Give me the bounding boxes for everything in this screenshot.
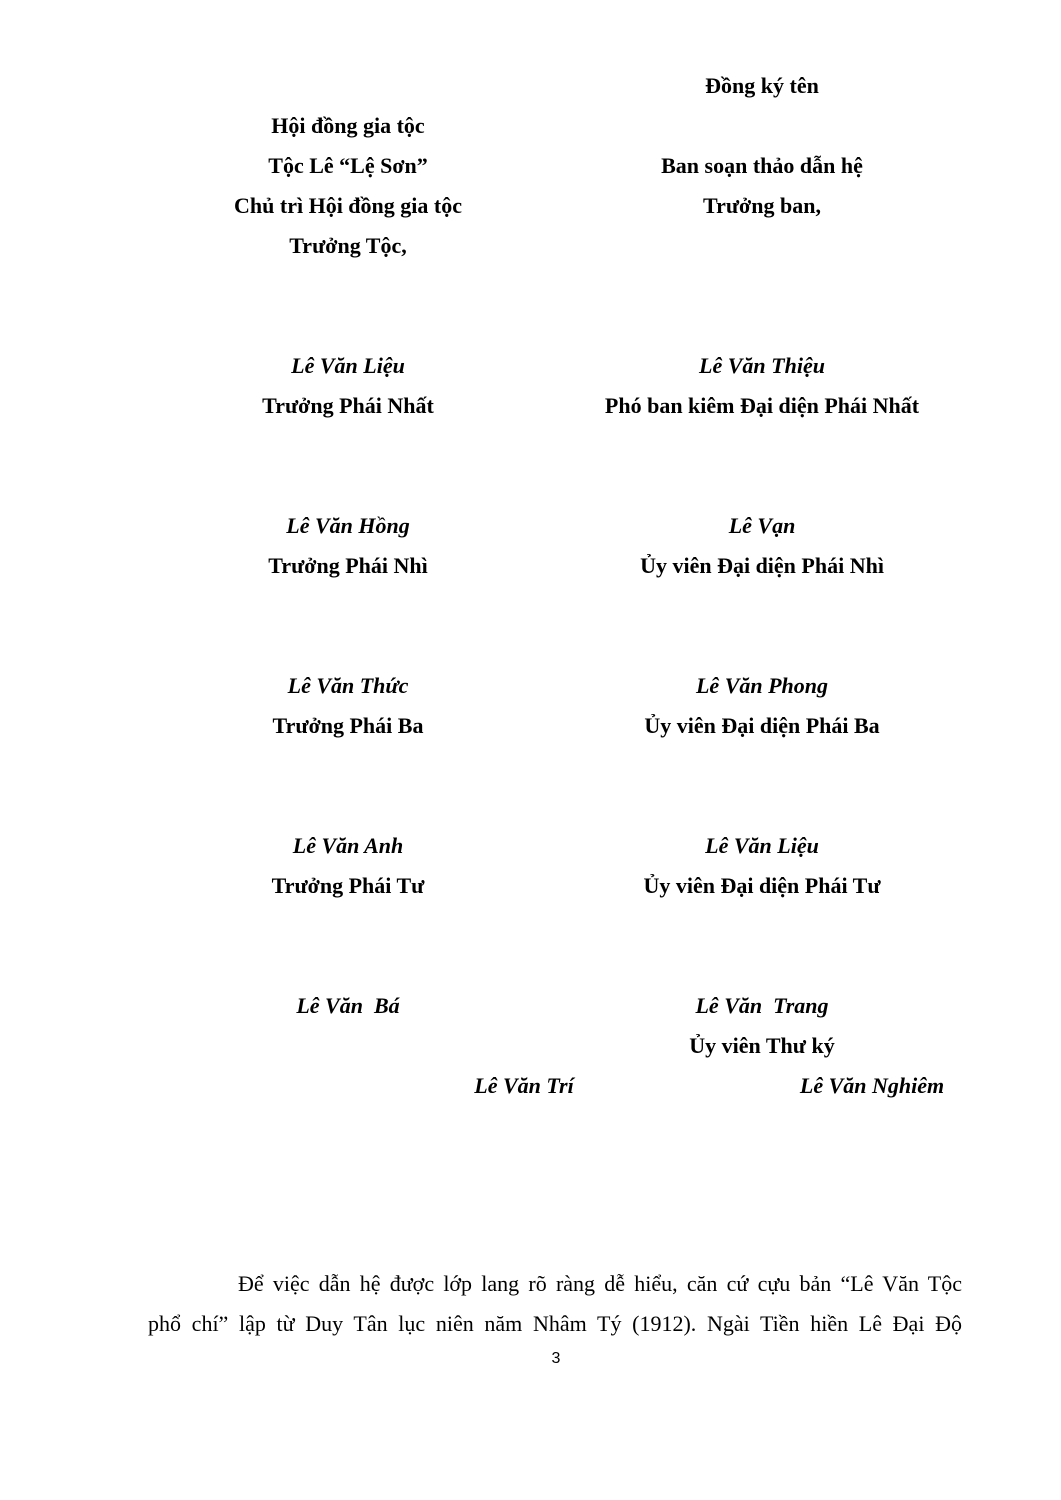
- body-line: phổ chí” lập từ Duy Tân lục niên năm Nhâm Tý (1912). Ngài Tiền hiền Lê Đại Độ: [148, 1311, 962, 1336]
- signer-name: Lê Văn Trí: [474, 1073, 574, 1098]
- signer-name: Lê Văn Bá: [296, 993, 400, 1018]
- signer-name: Lê Văn Thiệu: [699, 353, 825, 378]
- signer-name: Lê Văn Thức: [287, 673, 409, 698]
- page-number: 3: [551, 1350, 561, 1367]
- signer-name: Lê Văn Trang: [695, 993, 829, 1018]
- clan-name: Tộc Lê “Lệ Sơn”: [268, 153, 428, 178]
- signer-title: Phó ban kiêm Đại diện Phái Nhất: [604, 393, 920, 418]
- body-paragraph: [148, 1270, 962, 1338]
- signer-name: Lê Văn Anh: [292, 833, 404, 858]
- body-line: Để việc dẫn hệ được lớp lang rõ ràng dễ hiểu, căn cứ cựu bản “Lê Văn Tộc: [238, 1271, 962, 1296]
- signer-name: Lê Văn Nghiêm: [799, 1073, 945, 1098]
- signer-name: Lê Vạn: [728, 513, 796, 538]
- co-sign-title: Đồng ký tên: [705, 73, 819, 98]
- signer-title: Ủy viên Đại diện Phái Nhì: [640, 553, 884, 578]
- signer-title: Ủy viên Thư ký: [689, 1033, 835, 1058]
- committee-head-title: Trưởng ban,: [703, 193, 821, 218]
- signer-title: Trưởng Phái Nhì: [268, 553, 428, 578]
- signer-title: Trưởng Phái Nhất: [262, 393, 434, 418]
- signer-title: Ủy viên Đại diện Phái Ba: [644, 713, 880, 738]
- signer-title: Trưởng Phái Tư: [271, 873, 425, 898]
- signer-name: Lê Văn Liệu: [291, 353, 405, 378]
- signer-title: Ủy viên Đại diện Phái Tư: [643, 873, 881, 898]
- clan-head-title: Trưởng Tộc,: [289, 233, 407, 258]
- signer-name: Lê Văn Liệu: [705, 833, 819, 858]
- drafting-committee-title: Ban soạn thảo dẫn hệ: [661, 153, 863, 178]
- signer-title: Trưởng Phái Ba: [272, 713, 424, 738]
- signer-name: Lê Văn Phong: [695, 673, 829, 698]
- signer-name: Lê Văn Hồng: [286, 513, 410, 538]
- council-title: Hội đồng gia tộc: [271, 113, 425, 138]
- council-chair-title: Chủ trì Hội đồng gia tộc: [234, 193, 462, 218]
